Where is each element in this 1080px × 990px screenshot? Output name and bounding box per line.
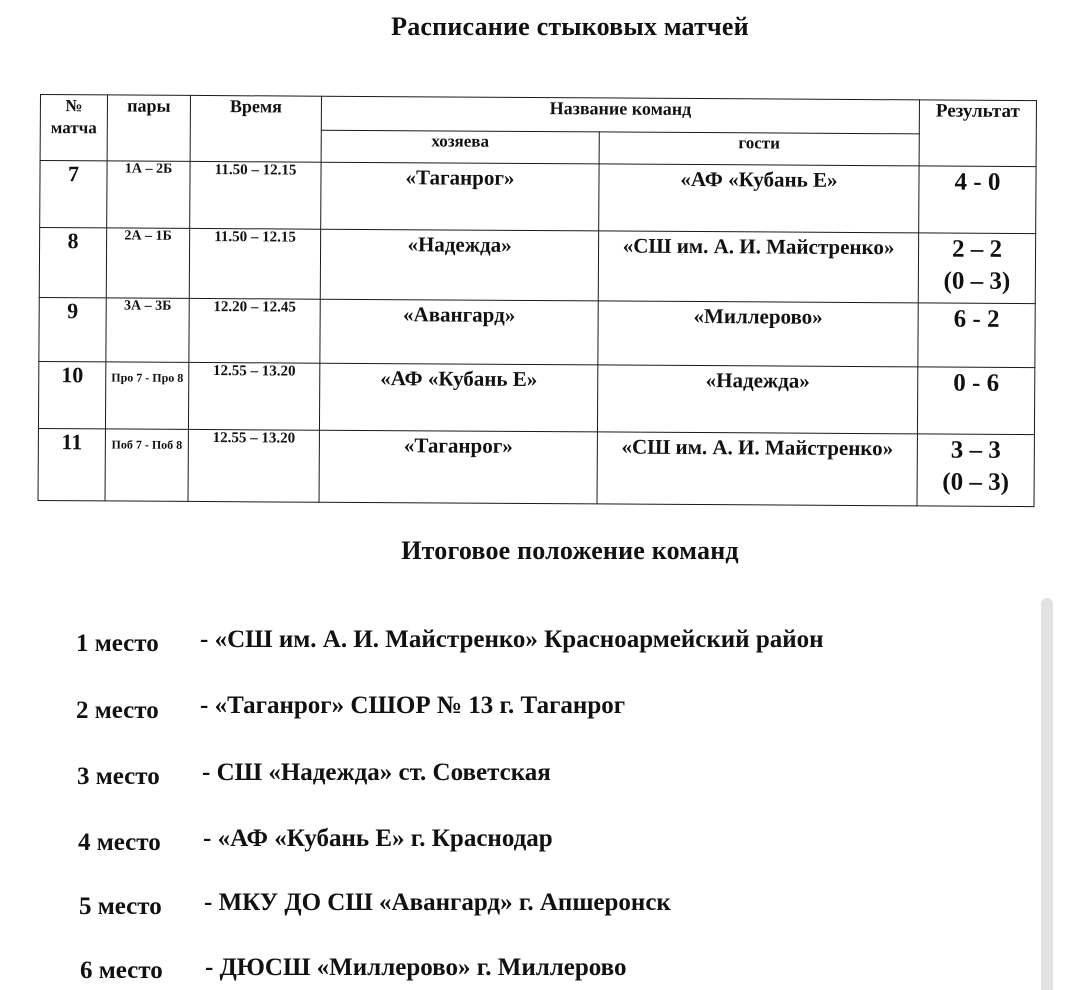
result-score: 3 – 3	[950, 436, 1001, 464]
standing-place: 5 место	[79, 893, 162, 920]
standing-place: 2 место	[76, 697, 159, 724]
guest-team: «Надежда»	[597, 365, 917, 434]
standings-title: Итоговое положение команд	[401, 536, 739, 565]
pair-cell: Поб 7 - Поб 8	[105, 429, 188, 502]
home-team: «Таганрог»	[319, 430, 597, 504]
table-row	[38, 428, 1034, 506]
standing-place: 1 место	[76, 630, 159, 657]
result-cell	[917, 367, 1034, 435]
standing-team: - ДЮСШ «Миллерово» г. Миллерово	[205, 954, 627, 981]
standing-place: 3 место	[77, 763, 160, 790]
match-no: 11	[38, 428, 105, 500]
result-cell	[917, 434, 1034, 507]
standing-place: 6 место	[80, 957, 163, 984]
result-score: 6 - 2	[953, 305, 1000, 333]
result-score: 0 - 6	[953, 369, 1000, 397]
header-home: хозяева	[321, 130, 599, 164]
pair-cell: 3А – 3Б	[106, 298, 189, 363]
pair-cell: 1А – 2Б	[107, 161, 190, 229]
guest-team: «Миллерово»	[598, 301, 918, 367]
result-penalty: (0 – 3)	[943, 267, 1011, 295]
header-result: Результат	[919, 100, 1036, 167]
guest-team: «АФ «Кубань Е»	[599, 164, 919, 233]
guest-team: «СШ им. А. И. Майстренко»	[597, 432, 917, 506]
schedule-table	[38, 94, 1037, 507]
guest-team: «СШ им. А. И. Майстренко»	[598, 231, 918, 303]
pair-cell: Про 7 - Про 8	[105, 362, 188, 430]
match-no: 8	[39, 228, 106, 298]
header-time: Время	[190, 95, 321, 162]
result-score: 4 - 0	[954, 168, 1001, 196]
home-team: «АФ «Кубань Е»	[319, 363, 597, 432]
home-team: «Таганрог»	[321, 162, 599, 231]
standing-team: - «АФ «Кубань Е» г. Краснодар	[203, 825, 553, 852]
match-no: 10	[38, 361, 105, 428]
header-team-names: Название команд	[321, 96, 919, 134]
header-match-no: № матча	[40, 95, 107, 161]
header-pairs: пары	[107, 95, 190, 162]
pair-cell: 2А – 1Б	[106, 228, 189, 299]
result-penalty: (0 – 3)	[942, 468, 1010, 496]
scrollbar[interactable]	[1041, 598, 1053, 990]
time-cell: 11.50 – 12.15	[190, 161, 321, 229]
time-cell: 12.55 – 13.20	[188, 429, 319, 502]
standing-team: - «Таганрог» СШОР № 13 г. Таганрог	[200, 692, 626, 719]
result-cell	[918, 303, 1035, 368]
result-cell	[918, 233, 1035, 304]
table-row	[38, 361, 1034, 434]
time-cell: 12.20 – 12.45	[189, 298, 320, 363]
standing-place: 4 место	[78, 829, 161, 856]
header-guests: гости	[599, 132, 919, 166]
time-cell: 12.55 – 13.20	[188, 362, 319, 430]
standing-team: - «СШ им. А. И. Майстренко» Красноармейский район	[200, 626, 824, 653]
time-cell: 11.50 – 12.15	[189, 228, 320, 299]
result-cell	[919, 166, 1036, 234]
standing-team: - МКУ ДО СШ «Авангард» г. Апшеронск	[204, 889, 671, 916]
match-no: 7	[40, 161, 107, 228]
schedule-title: Расписание стыковых матчей	[391, 12, 749, 41]
standing-team: - СШ «Надежда» ст. Советская	[202, 759, 551, 786]
result-score: 2 – 2	[951, 235, 1003, 263]
home-team: «Авангард»	[320, 299, 598, 365]
match-no: 9	[39, 297, 106, 361]
table-row	[40, 161, 1036, 234]
table-row	[39, 297, 1035, 367]
home-team: «Надежда»	[320, 229, 598, 301]
table-row	[39, 228, 1035, 304]
